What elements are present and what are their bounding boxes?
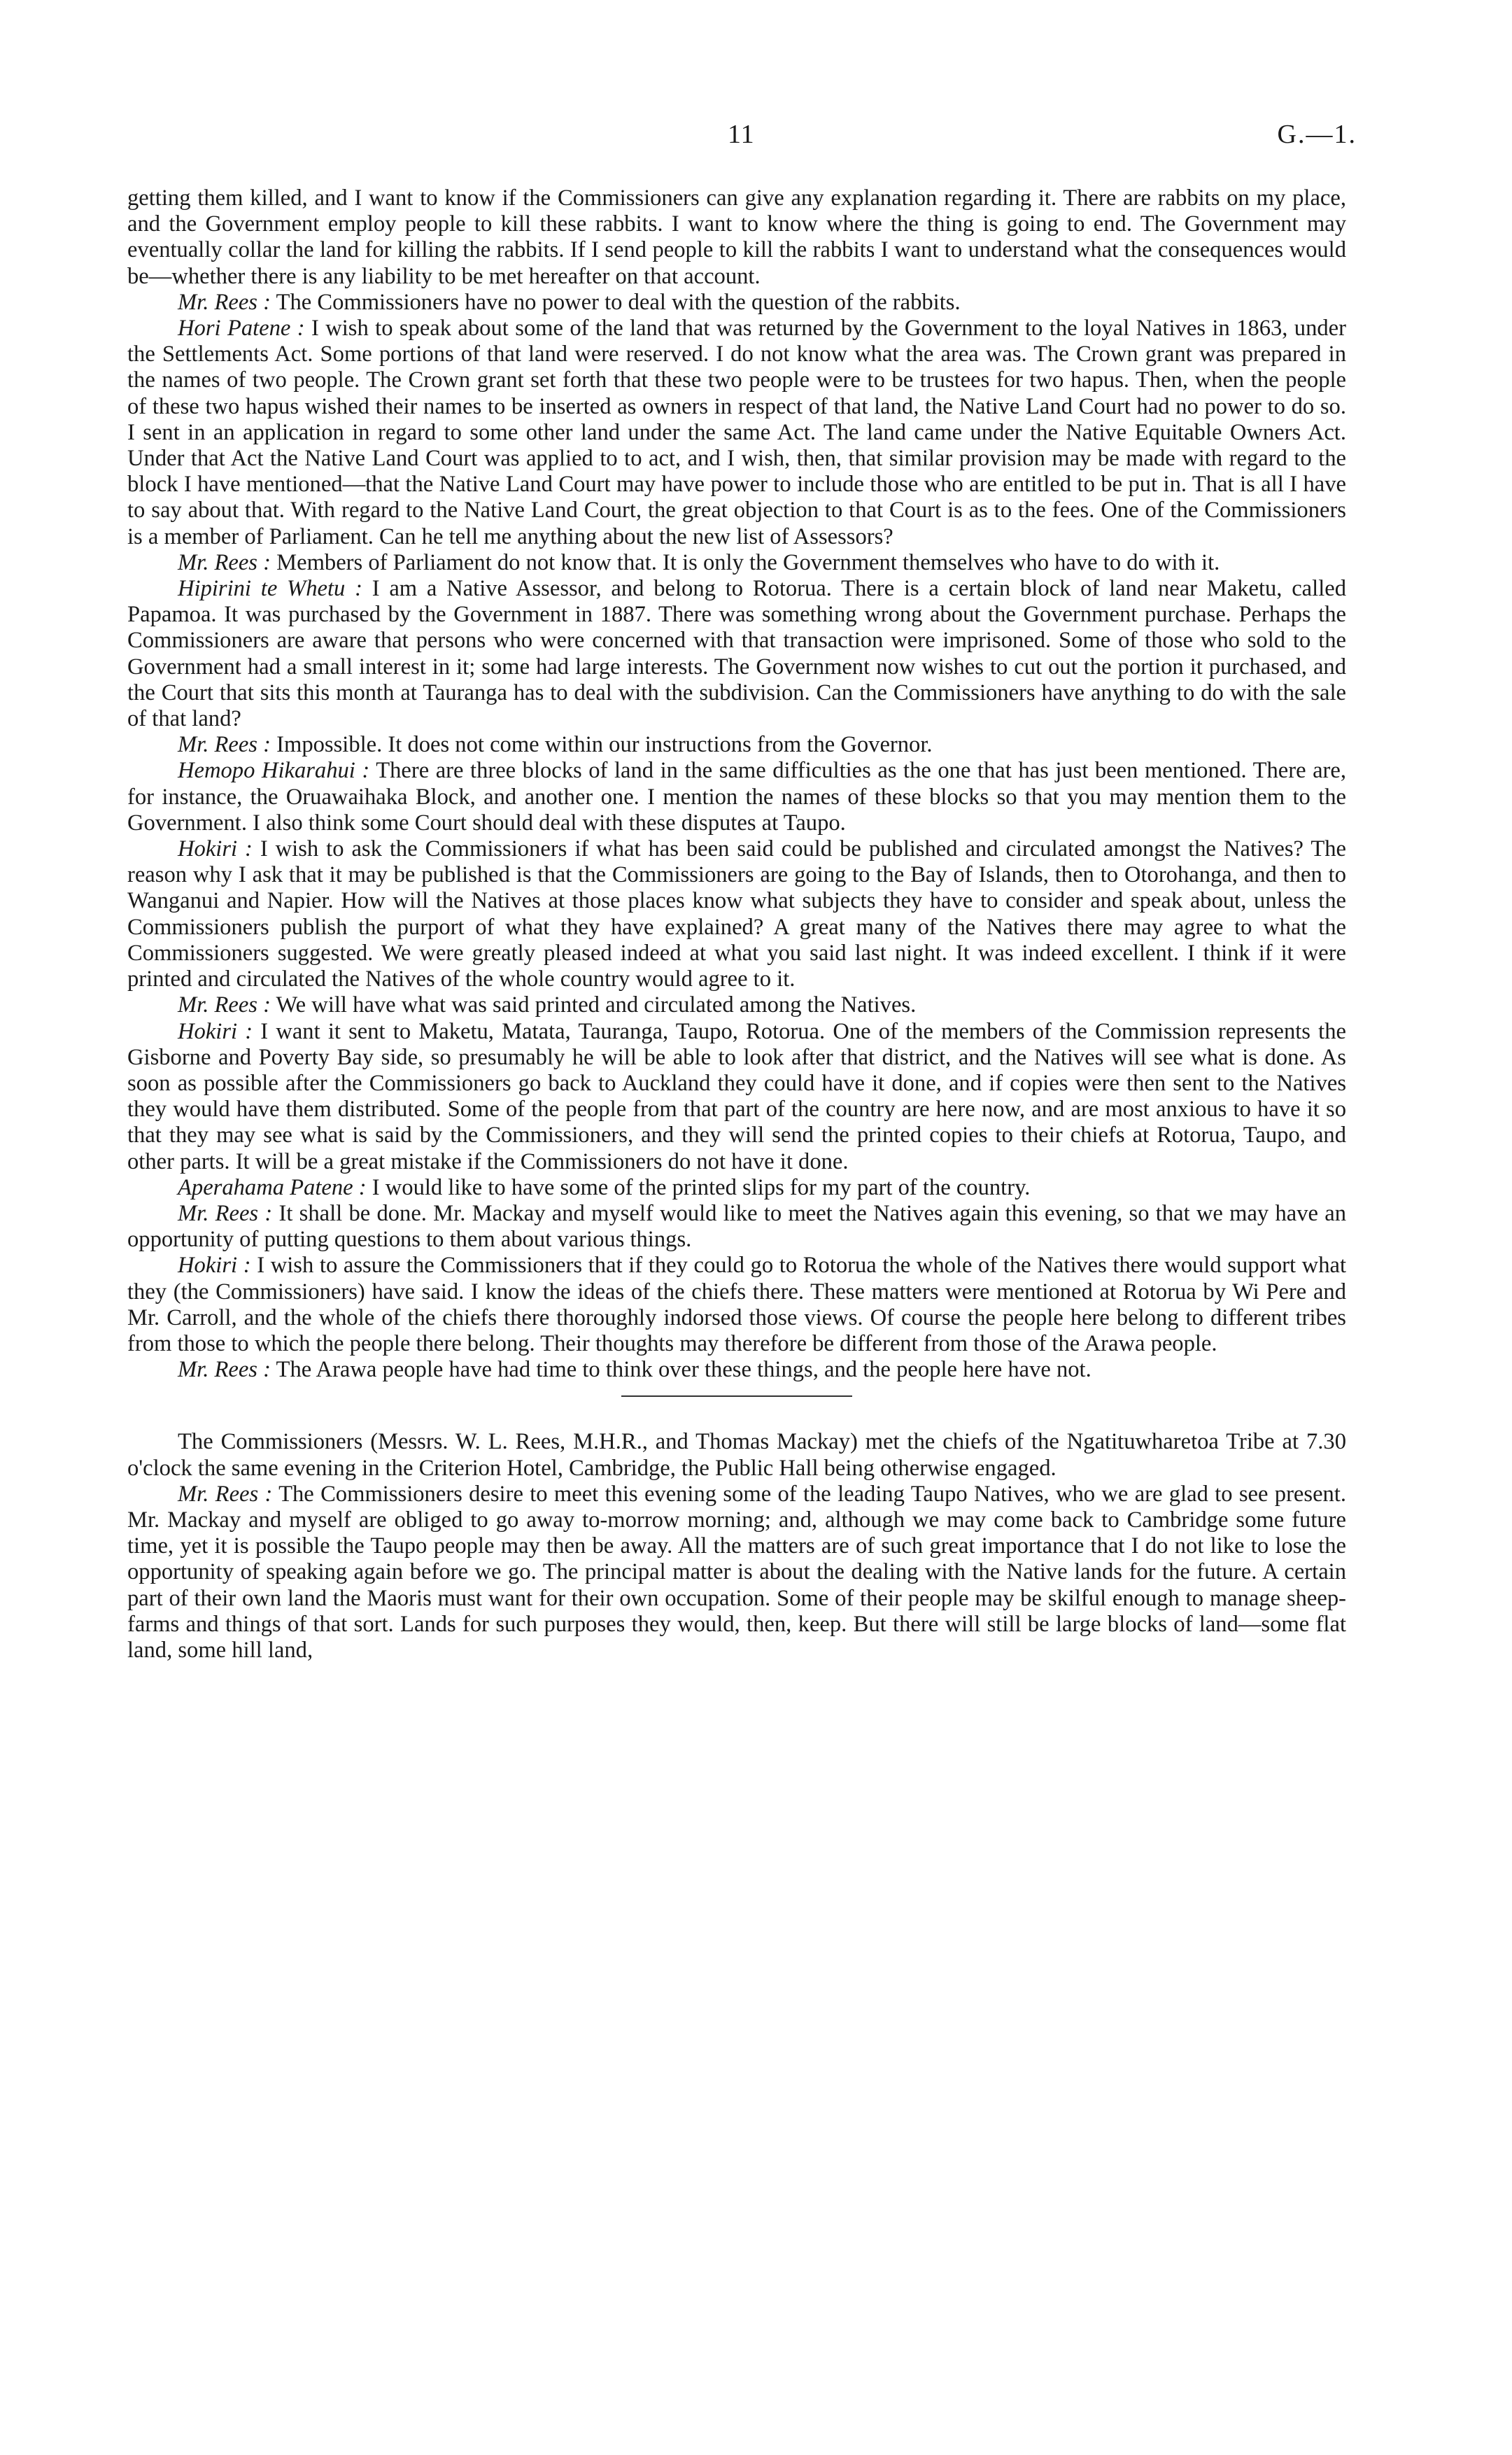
paragraph-text: getting them killed, and I want to know if the Commissioners can give any explanation regarding it. There are rabbits on my place, and the Government employ people to kill these rabbits. I want to know where the thing is going to end. The Government may eventually collar the land for killing the rabbits. If I send people to kill the rabbits I want to understand what the consequences would be—whether there is any liability to be met hereafter on that account. [127, 185, 1346, 289]
paragraph-text: Impossible. It does not come within our instructions from the Governor. [276, 732, 933, 758]
paragraph [127, 1482, 1346, 1663]
speaker-name: Mr. Rees : [178, 1200, 273, 1226]
document-body [127, 185, 1346, 1663]
paragraph-text: The Commissioners desire to meet this evening some of the leading Taupo Natives, who we are glad to see present. Mr. Mackay and myself are obliged to go away to-morrow morning; and, although we may come back to Cambridge some future time, yet it is possible the Taupo people may then be away. All the matters are of such great importance that I do not like to lose the opportunity of speaking again before we go. The principal matter is about the dealing with the Native lands for the future. A certain part of their own land the Maoris must want for their own occupation. Some of their people may be skilful enough to manage sheep-farms and things of that sort. Lands for such purposes they would, then, keep. But there will still be large blocks of land—some flat land, some hill land, [127, 1481, 1347, 1663]
page-header [0, 119, 1512, 161]
paragraph-text: It shall be done. Mr. Mackay and myself would like to meet the Natives again this evening, so that we may have an opportunity of putting questions to them about various things. [127, 1200, 1346, 1253]
speaker-name: Mr. Rees : [178, 1357, 271, 1383]
document-reference: G.—1. [1277, 120, 1357, 149]
paragraph [127, 1429, 1346, 1481]
section-divider [621, 1395, 852, 1397]
paragraph-text: The Arawa people have had time to think over these things, and the people here have not. [276, 1357, 1091, 1383]
paragraph-text: I want it sent to Maketu, Matata, Tauranga, Taupo, Rotorua. One of the members of the Commission represents the Gisborne and Poverty Bay side, so presumably he will be able to look after that district, and the Natives will see what is done. As soon as possible after the Commissioners go back to Auckland they could have it done, and if copies were then sent to the Natives they would have them distributed. Some of the people from that part of the country are here now, and are most anxious to have it so that they may see what is said by the Commissioners, and they will send the printed copies to their chiefs at Rotorua, Taupo, and other parts. It will be a great mistake if the Commissioners do not have it done. [127, 1018, 1346, 1174]
paragraph-text: The Commissioners have no power to deal with the question of the rabbits. [276, 289, 961, 315]
speaker-name: Hokiri : [178, 1018, 253, 1044]
paragraph-text: There are three blocks of land in the same difficulties as the one that has just been mentioned. There are, for instance, the Oruawaihaka Block, and another one. I mention the names of these blocks so that you may mention them to the Government. I also think some Court should deal with these disputes at Taupo. [127, 758, 1346, 836]
paragraph-text: I would like to have some of the printed slips for my part of the country. [372, 1174, 1031, 1200]
paragraph [127, 1019, 1346, 1175]
speaker-name: Aperahama Patene : [178, 1174, 367, 1200]
speaker-name: Hipirini te Whetu : [178, 576, 362, 602]
speaker-name: Mr. Rees : [178, 1481, 273, 1507]
paragraph-text: I am a Native Assessor, and belong to Rotorua. There is a certain block of land near Maketu, called Papamoa. It was purchased by the Government in 1887. There was something wrong about the Government purchase. Perhaps the Commissioners are aware that persons who were concerned with that transaction were imprisoned. Some of those who sold to the Government had a small interest in it; some had large interests. The Government now wishes to cut out the portion it purchased, and the Court that sits this month at Tauranga has to deal with the subdivision. Can the Commissioners have anything to do with the sale of that land? [127, 576, 1346, 732]
paragraph-text: Members of Parliament do not know that. It is only the Government themselves who have to do with it. [276, 549, 1220, 575]
page-number: 11 [728, 120, 755, 149]
speaker-name: Hokiri : [178, 1253, 251, 1279]
paragraph [127, 836, 1346, 992]
speaker-name: Hori Patene : [178, 316, 305, 342]
paragraph [127, 1175, 1346, 1201]
paragraph-text: I wish to ask the Commissioners if what has been said could be published and circulated amongst the Natives? The reason why I ask that it may be published is that the Commissioners are going to the Bay of Islands, then to Otorohanga, and then to Wanganui and Napier. How will the Natives at those places know what subjects they have to consider and speak about, unless the Commissioners publish the purport of what they have explained? A great many of the Natives there may agree to what the Commissioners suggested. We were greatly pleased indeed at what you said last night. It was indeed excellent. I think if it were printed and circulated the Natives of the whole country would agree to it. [127, 836, 1346, 992]
paragraph-text: I wish to assure the Commissioners that if they could go to Rotorua the whole of the Natives there would support what they (the Commissioners) have said. I know the ideas of the chiefs there. These matters were mentioned at Rotorua by Wi Pere and Mr. Carroll, and the whole of the chiefs there thoroughly indorsed those views. Of course the people here belong to different tribes from those to which the people there belong. Their thoughts may therefore be different from those of the Arawa people. [127, 1253, 1346, 1356]
paragraph-text: The Commissioners (Messrs. W. L. Rees, M.H.R., and Thomas Mackay) met the chiefs of the Ngatituwharetoa Tribe at 7.30 o'clock the same evening in the Criterion Hotel, Cambridge, the Public Hall being otherwise engaged. [127, 1429, 1346, 1481]
paragraph [127, 1253, 1346, 1357]
paragraph [127, 316, 1346, 550]
paragraph [127, 758, 1346, 836]
speaker-name: Mr. Rees : [178, 992, 271, 1018]
paragraph [127, 290, 1346, 316]
paragraph [127, 185, 1346, 290]
paragraph-text: We will have what was said printed and circulated among the Natives. [276, 992, 917, 1018]
speaker-name: Mr. Rees : [178, 549, 271, 575]
paragraph [127, 732, 1346, 758]
paragraph [127, 1201, 1346, 1253]
speaker-name: Hemopo Hikarahui : [178, 758, 370, 784]
speaker-name: Mr. Rees : [178, 289, 271, 315]
paragraph-text: I wish to speak about some of the land that was returned by the Government to the loyal Natives in 1863, under the Settlements Act. Some portions of that land were reserved. I do not know what the area was. The Crown grant was prepared in the names of two people. The Crown grant set forth that these two people were to be trustees for two hapus. Then, when the people of these two hapus wished their names to be inserted as owners in respect of that land, the Native Land Court had no power to do so. I sent in an application in regard to some other land under the same Act. The land came under the Native Equitable Owners Act. Under that Act the Native Land Court was applied to to act, and I wish, then, that similar provision may be made with regard to the block I have mentioned—that the Native Land Court may have power to include those who are entitled to be put in. That is all I have to say about that. With regard to the Native Land Court, the great objection to that Court is as to the fees. One of the Commissioners is a member of Parliament. Can he tell me anything about the new list of Assessors? [127, 316, 1346, 549]
speaker-name: Hokiri : [178, 836, 253, 862]
speaker-name: Mr. Rees : [178, 732, 271, 758]
paragraph [127, 576, 1346, 732]
paragraph [127, 1357, 1346, 1383]
paragraph [127, 550, 1346, 576]
paragraph [127, 992, 1346, 1018]
